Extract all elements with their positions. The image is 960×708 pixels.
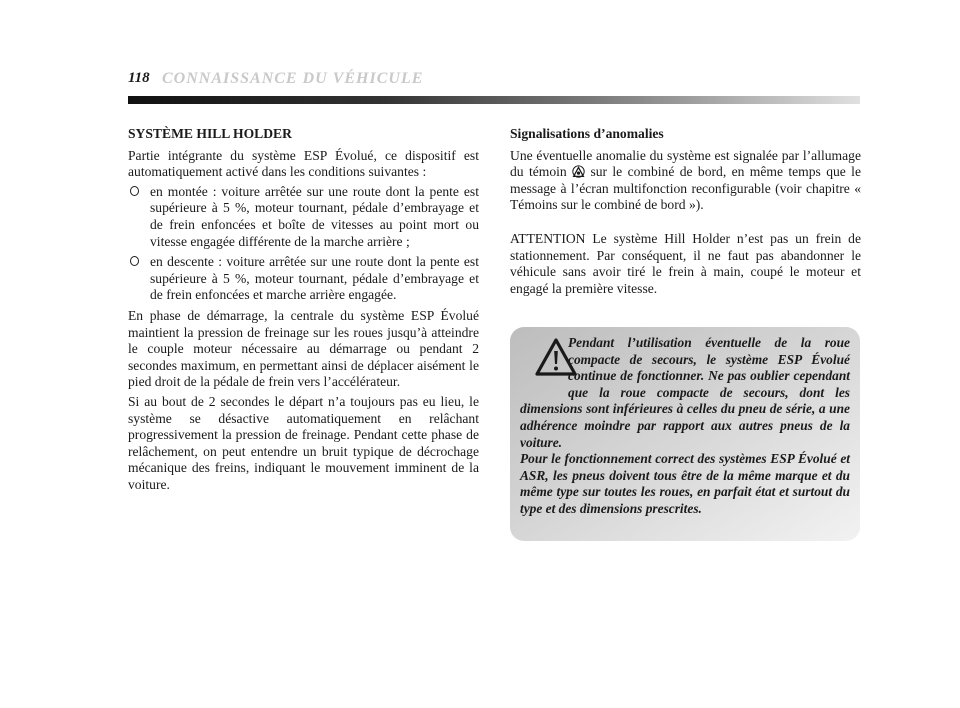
page-header: [128, 70, 860, 110]
warning-box: [510, 327, 860, 541]
bullet-icon: [130, 186, 139, 196]
condition-downhill: [128, 254, 479, 304]
anomaly-text-after: sur le combiné de bord, en même temps que le message à l’écran multifonction reconfigurable (voir chapitre « Témoins sur le combiné de bord »).: [510, 164, 861, 213]
conditions-list: [128, 184, 479, 304]
hill-holder-intro: Partie intégrante du système ESP Évolué, ce dispositif est automatiquement activé dans les conditions suivantes :: [128, 147, 479, 180]
condition-downhill-text: en descente : voiture arrêtée sur une route dont la pente est supérieure à 5 %, moteur tournant, pédale d’embrayage et de frein enfoncées et marche arrière engagée.: [150, 254, 479, 303]
right-column: [510, 126, 861, 300]
condition-uphill: [128, 184, 479, 250]
anomaly-text-before: Une éventuelle anomalie du système est signalée par l’allumage du témoin: [510, 147, 861, 180]
condition-uphill-text: en montée : voiture arrêtée sur une route dont la pente est supérieure à 5 %, moteur tournant, pédale d’embrayage et de frein enfoncées et boîte de vitesses au point mort ou vitesse engagée différente de la marche arrière ;: [150, 183, 479, 249]
warning-text-spare-wheel: Pendant l’utilisation éventuelle de la roue compacte de secours, le système ESP Évolué continue de fonctionner. Ne pas oublier cependant que la roue compacte de secours, dont les dimensions sont inférieures à celles du pneu de série, a une adhérence moindre par rapport aux autres pneus de la voiture.: [520, 335, 850, 450]
start-phase-paragraph: En phase de démarrage, la centrale du système ESP Évolué maintient la pression de freinage sur les roues jusqu’à atteindre le couple moteur nécessaire au démarrage ou pendant 2 secondes maximum, en permettant ainsi de déplacer aisément le pied droit de la pédale de frein vers l’accélérateur.: [128, 307, 479, 390]
header-rule: [128, 96, 860, 104]
left-column: [128, 126, 479, 496]
anomalies-heading: Signalisations d’anomalies: [510, 126, 664, 141]
warning-text-tyres: Pour le fonctionnement correct des systèmes ESP Évolué et ASR, les pneus doivent tous être de la même marque et du même type sur toutes les roues, en parfait état et surtout du type et des dimensions prescrites.: [520, 451, 850, 516]
anomaly-paragraph: [510, 148, 861, 214]
attention-paragraph: ATTENTION Le système Hill Holder n’est pas un frein de stationnement. Par conséquent, il ne faut pas abandonner le véhicule sans avoir tiré le frein à main, coupé le moteur et engagé la première vitesse.: [510, 230, 861, 296]
release-paragraph: Si au bout de 2 secondes le départ n’a toujours pas eu lieu, le système se désactive automatiquement en relâchant progressivement la pression de freinage. Pendant cette phase de relâchement, on peut entendre un bruit typique de décrochage mécanique des freins, indiquant le mouvement imminent de la voiture.: [128, 393, 479, 492]
warning-text: [520, 335, 850, 518]
hill-holder-heading: SYSTÈME HILL HOLDER: [128, 126, 292, 141]
esp-warning-light-icon: [572, 165, 585, 178]
section-title: CONNAISSANCE DU VÉHICULE: [162, 70, 424, 87]
bullet-icon: [130, 256, 139, 266]
page-number: 118: [128, 70, 150, 86]
